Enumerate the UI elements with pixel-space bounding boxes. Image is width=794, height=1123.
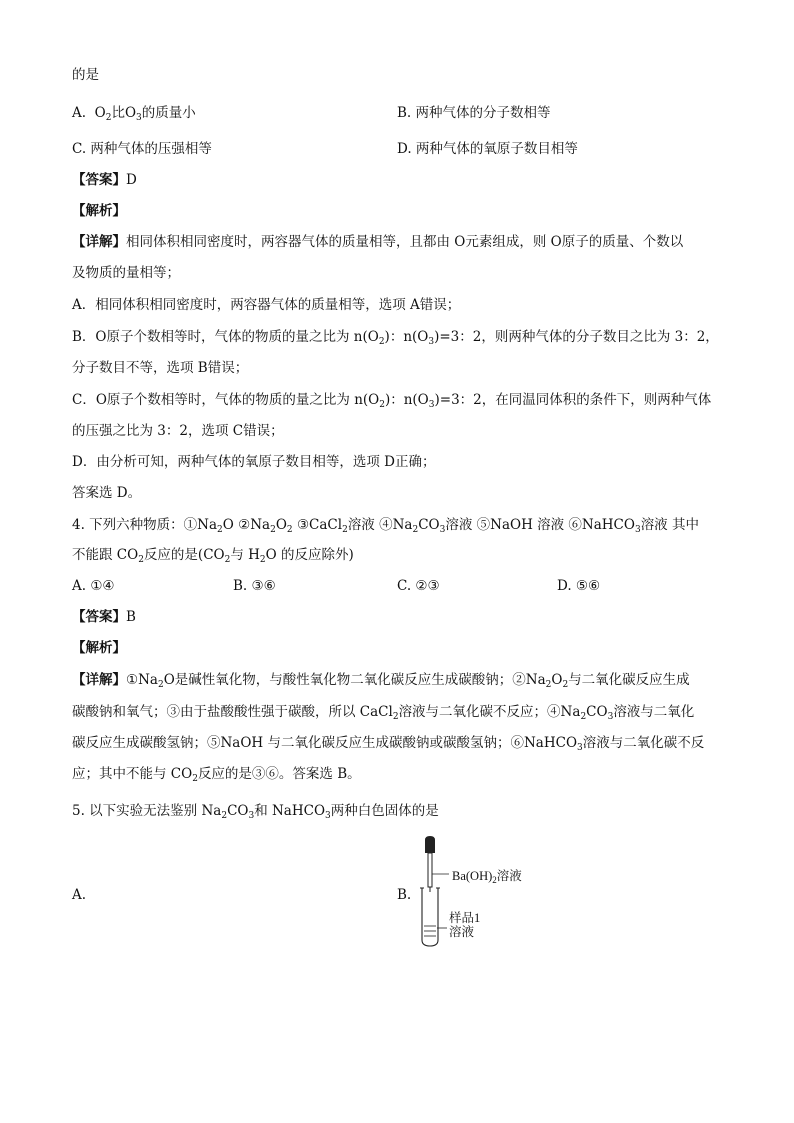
q3-option-a: A. $O_2$比$O_3$的质量小 [72, 105, 196, 123]
q3-answer: 【答案】D [72, 172, 137, 188]
q3-c-line-1: C．O原子个数相等时，气体的物质的量之比为 $n(O_2)$：$n(O_3)=3$：2，在同温同体积的条件下，则两种气体 [72, 392, 712, 410]
q3-conclusion: 答案选 D。 [72, 485, 142, 501]
q3-option-d: D. 两种气体的氧原子数目相等 [397, 141, 578, 157]
q4-stem-line-1: 4. 下列六种物质：$①Na_2O$ $②Na_2O_2$ ③CaCl$_2$溶液 $④Na_2CO_3$溶液 ⑤NaOH 溶液 ⑥NaHCO$_3$溶液 其中 [72, 517, 699, 535]
q3-b-line-2: 分子数目不等，选项 B错误； [72, 360, 249, 376]
q4-option-a: A. ①④ [72, 578, 115, 594]
q4-option-d: D. ⑤⑥ [557, 578, 601, 594]
q3-analysis-tag: 【解析】 [72, 203, 126, 219]
dropper-tube [428, 853, 432, 887]
q3-detail-line-1: 【详解】相同体积相同密度时，两容器气体的质量相等，且都由 O元素组成，则 O原子的质量、个数以 [72, 234, 684, 250]
answer-tag: 【答案】 [72, 172, 126, 188]
q3-b-line-1: B．O原子个数相等时，气体的物质的量之比为 $n(O_2)$：$n(O_3)=3$：2，则两种气体的分子数目之比为 3：2， [72, 329, 719, 347]
q4-option-c: C. ②③ [397, 578, 440, 594]
dropper-bulb-icon [425, 836, 435, 850]
q5-option-a: A. [72, 887, 87, 903]
q4-detail-line-4: 应；其中不能与 $CO_2$反应的是③⑥。答案选 B。 [72, 766, 361, 784]
q5-option-b: B. [397, 887, 412, 903]
reagent-label: $Ba(OH)_2$溶液 [452, 869, 522, 885]
q3-option-b: B. 两种气体的分子数相等 [397, 105, 551, 121]
q3-stem-tail: 的是 [72, 67, 99, 83]
q4-analysis-tag: 【解析】 [72, 640, 126, 656]
q3-option-c: C. 两种气体的压强相等 [72, 141, 212, 157]
q4-option-b: B. ③⑥ [233, 578, 276, 594]
q4-detail-line-3: 碳反应生成碳酸氢钠；⑤NaOH 与二氧化碳反应生成碳酸钠或碳酸氢钠；⑥NaHCO$_3$溶液与二氧化碳不反 [72, 735, 705, 753]
q4-detail-line-2: 碳酸钠和氧气；③由于盐酸酸性强于碳酸，所以 CaCl$_2$溶液与二氧化碳不反应；$④Na_2CO_3$溶液与二氧化 [72, 704, 695, 722]
q4-detail-line-1: 【详解】$①Na_2O$是碱性氧化物，与酸性氧化物二氧化碳反应生成碳酸钠；$②Na_2O_2$与二氧化碳反应生成 [72, 672, 690, 690]
sample-label: 样品1 溶液 [449, 911, 481, 939]
q3-d-line: D．由分析可知，两种气体的氧原子数目相等，选项 D正确； [72, 454, 436, 470]
q5-stem: 5. 以下实验无法鉴别 $Na_2CO_3$和 NaHCO$_3$两种白色固体的是 [72, 803, 439, 821]
q4-stem-line-2: 不能跟 $CO_2$反应的是($CO_2$与 $H_2O$ 的反应除外) [72, 547, 354, 565]
q3-detail-line-2: 及物质的量相等； [72, 265, 180, 281]
q3-c-line-2: 的压强之比为 3：2，选项 C错误； [72, 423, 284, 439]
q3-a-line: A．相同体积相同密度时，两容器气体的质量相等，选项 A错误； [72, 297, 461, 313]
q4-answer: 【答案】B [72, 609, 136, 625]
